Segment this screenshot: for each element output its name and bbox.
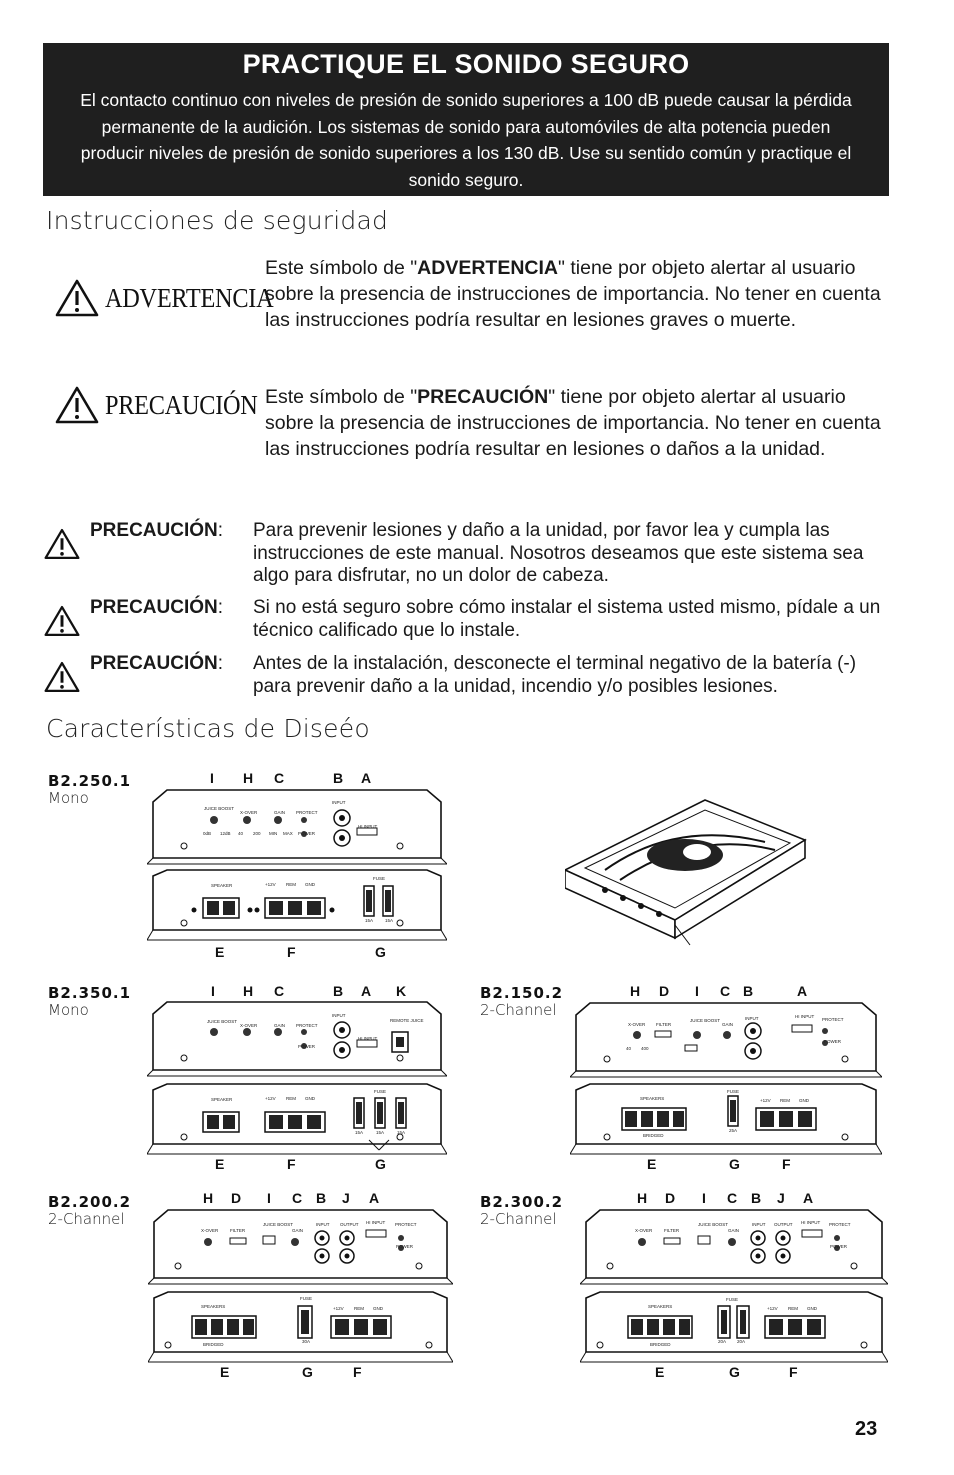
panel-label: X-OVER — [240, 810, 258, 815]
precaution-item — [44, 597, 894, 645]
precaution-label-text: PRECAUCIÓN — [90, 520, 218, 541]
panel-label: POWER — [298, 831, 316, 836]
model-name: B2.300.2 — [480, 1193, 564, 1211]
panel-label: 400 — [641, 1046, 649, 1051]
callout-letter: H — [630, 983, 641, 999]
amp-top-panel — [570, 1001, 882, 1079]
warning-text-before: Este símbolo de " — [265, 257, 418, 279]
precaution-item — [44, 520, 894, 590]
model-name: B2.250.1 — [48, 772, 132, 790]
callout-letter: E — [220, 1364, 230, 1380]
panel-label: MAX — [283, 831, 293, 836]
callout-letter: F — [789, 1364, 798, 1380]
caution-triangle-icon — [44, 661, 80, 693]
callout-letter: E — [215, 944, 225, 960]
callout-letter: G — [375, 944, 386, 960]
amp-bottom-panel — [147, 868, 447, 944]
callout-letter: I — [695, 983, 699, 999]
precaution-label-text: PRECAUCIÓN — [90, 597, 218, 618]
panel-label: FUSE — [727, 1089, 740, 1094]
caution-text-before: Este símbolo de " — [265, 386, 418, 408]
callout-letter: E — [647, 1156, 657, 1172]
callout-letter: G — [729, 1156, 740, 1172]
panel-label: 15A — [365, 918, 374, 923]
callout-letter: B — [316, 1190, 327, 1206]
panel-label: +12V — [333, 1306, 344, 1311]
callout-letter: I — [210, 770, 214, 786]
panel-label: REM — [354, 1306, 364, 1311]
callout-letter: B — [333, 770, 344, 786]
panel-label: REMOTE JUICE — [390, 1018, 424, 1023]
model-b2-200-2-title — [48, 1193, 131, 1228]
warning-symbol — [55, 279, 292, 317]
model-name: B2.200.2 — [48, 1193, 132, 1211]
model-b2-350-1-title — [48, 984, 131, 1019]
panel-label: GAIN — [728, 1228, 740, 1233]
callout-letter: C — [727, 1190, 738, 1206]
warning-description — [265, 256, 895, 334]
panel-label: X-OVER — [240, 1023, 258, 1028]
panel-label: JUICE BOOST — [698, 1222, 729, 1227]
panel-label: PROTECT — [822, 1017, 844, 1022]
callout-letter: D — [231, 1190, 242, 1206]
precaution-label-colon: : — [217, 597, 224, 618]
panel-label: BRIDGED — [203, 1342, 224, 1347]
callout-letter: A — [369, 1190, 380, 1206]
panel-label: INPUT — [332, 1013, 346, 1018]
warning-text-after: " tiene por objeto alertar al usuario sobre la presencia de instrucciones de importancia. No tener en cuenta las instrucciones podría resultar en lesiones graves o muerte. — [265, 257, 881, 331]
callout-letter: I — [211, 983, 215, 999]
panel-label: GND — [305, 1096, 315, 1101]
panel-label: HI INPUT — [358, 824, 378, 829]
panel-label: REM — [788, 1306, 798, 1311]
callout-letter: C — [274, 770, 285, 786]
panel-label: JUICE BOOST — [204, 806, 235, 811]
panel-label: POWER — [396, 1244, 414, 1249]
caution-symbol-word: PRECAUCIÓN — [105, 389, 258, 420]
amp-bottom-panel — [147, 1082, 447, 1158]
panel-label: X-OVER — [628, 1022, 646, 1027]
panel-label: REM — [286, 882, 296, 887]
panel-label: 0dB — [203, 831, 212, 836]
panel-label: POWER — [824, 1039, 842, 1044]
callout-letter: G — [302, 1364, 313, 1380]
callout-letter: B — [743, 983, 754, 999]
amplifier-illustration — [565, 780, 815, 950]
panel-label: FUSE — [373, 876, 386, 881]
callout-letter: A — [361, 983, 372, 999]
callout-letter: F — [287, 944, 296, 960]
design-heading: Características de Diseéo — [46, 714, 370, 743]
caution-triangle-icon — [55, 386, 99, 424]
warning-symbol-word: ADVERTENCIA — [105, 282, 274, 313]
banner-title: PRACTIQUE EL SONIDO SEGURO — [242, 49, 690, 79]
panel-label: +12V — [265, 882, 276, 887]
panel-label: FUSE — [726, 1297, 739, 1302]
warning-text-bold: ADVERTENCIA — [417, 257, 559, 279]
panel-label: 15A — [397, 1130, 406, 1135]
panel-label: SPEAKERS — [648, 1304, 673, 1309]
safe-sound-banner — [43, 43, 889, 196]
caution-text-bold: PRECAUCIÓN — [417, 386, 549, 408]
model-subtitle: 2-Channel — [480, 1210, 557, 1228]
panel-label: SPEAKERS — [640, 1096, 665, 1101]
callout-letter: H — [243, 770, 254, 786]
panel-label: PROTECT — [296, 1023, 318, 1028]
callout-letter: J — [342, 1190, 350, 1206]
precaution-text: Antes de la instalación, desconecte el terminal negativo de la batería (-) para prevenir daño a la unidad, incendio y/o posibles lesiones. — [253, 653, 857, 697]
amp-top-panel — [148, 1208, 453, 1286]
panel-label: JUICE BOOST — [263, 1222, 294, 1227]
callout-letter: C — [292, 1190, 303, 1206]
precaution-label-colon: : — [217, 520, 224, 541]
panel-label: GND — [807, 1306, 817, 1311]
panel-label: FILTER — [664, 1228, 680, 1233]
caution-triangle-icon — [44, 605, 80, 637]
panel-label: JUICE BOOST — [207, 1019, 238, 1024]
panel-label: PROTECT — [296, 810, 318, 815]
callout-letter: D — [659, 983, 670, 999]
callout-letter: B — [333, 983, 344, 999]
callout-letter: E — [215, 1156, 225, 1172]
panel-label: 20A — [718, 1339, 727, 1344]
model-subtitle: Mono — [48, 789, 89, 807]
panel-label: REM — [780, 1098, 790, 1103]
callout-letter: A — [803, 1190, 814, 1206]
panel-label: INPUT — [332, 800, 346, 805]
panel-label: HI INPUT — [358, 1036, 378, 1041]
panel-label: OUTPUT — [340, 1222, 359, 1227]
callout-letter: E — [655, 1364, 665, 1380]
callout-letter: I — [267, 1190, 271, 1206]
panel-label: 15A — [355, 1130, 364, 1135]
precaution-label-text: PRECAUCIÓN — [90, 653, 218, 674]
panel-label: POWER — [830, 1244, 848, 1249]
model-subtitle: Mono — [48, 1001, 89, 1019]
page-number: 23 — [855, 1418, 878, 1440]
panel-label: BRIDGED — [650, 1342, 671, 1347]
panel-label: INPUT — [745, 1016, 759, 1021]
panel-label: FILTER — [230, 1228, 246, 1233]
panel-label: HI INPUT — [795, 1014, 815, 1019]
callout-letter: K — [396, 983, 407, 999]
panel-label: BRIDGED — [643, 1133, 664, 1138]
panel-label: 200 — [253, 831, 261, 836]
callout-letter: A — [361, 770, 372, 786]
panel-label: SPEAKER — [211, 883, 233, 888]
panel-label: 30A — [302, 1339, 311, 1344]
precaution-text: Si no está seguro sobre cómo instalar el sistema usted mismo, pídale a un técnico calificado que lo instale. — [253, 597, 881, 641]
panel-label: INPUT — [316, 1222, 330, 1227]
panel-label: X-OVER — [635, 1228, 653, 1233]
panel-label: 40 — [238, 831, 244, 836]
amp-bottom-panel — [580, 1290, 888, 1366]
callout-letter: H — [637, 1190, 648, 1206]
panel-label: 12dB — [220, 831, 231, 836]
amp-top-panel — [580, 1208, 888, 1286]
banner-body: El contacto continuo con niveles de presión de sonido superiores a 100 dB puede causar la pérdida permanente de la audición. Los sistemas de sonido para automóviles de alta potencia pueden producir niveles de presión de sonido superiores a los 130 dB. Use su sentido común y practique el sonido seguro. — [80, 90, 852, 191]
amp-top-panel — [147, 788, 447, 866]
panel-label: 15A — [385, 918, 394, 923]
panel-label: FILTER — [656, 1022, 672, 1027]
precaution-text: Para prevenir lesiones y daño a la unidad, por favor lea y cumpla las instrucciones de este manual. Nosotros deseamos que este sistema sea algo para disfrutar, no un dolor de cabeza. — [253, 520, 864, 586]
panel-label: OUTPUT — [774, 1222, 793, 1227]
callout-letter: H — [243, 983, 254, 999]
panel-label: 40 — [626, 1046, 632, 1051]
precaution-label — [90, 520, 223, 543]
panel-label: POWER — [298, 1044, 316, 1049]
panel-label: X-OVER — [201, 1228, 219, 1233]
panel-label: HI INPUT — [801, 1220, 821, 1225]
panel-label: FUSE — [374, 1089, 387, 1094]
panel-label: HI INPUT — [366, 1220, 386, 1225]
model-b2-300-2-title — [480, 1193, 563, 1228]
caution-text-after: " tiene por objeto alertar al usuario sobre la presencia de instrucciones de importancia. No tener en cuenta las instrucciones podría resultar en lesiones o daños a la unidad. — [265, 386, 881, 460]
callout-letter: G — [375, 1156, 386, 1172]
panel-label: GND — [799, 1098, 809, 1103]
panel-label: 25A — [729, 1128, 738, 1133]
callout-letter: G — [729, 1364, 740, 1380]
callout-letter: F — [287, 1156, 296, 1172]
precaution-item — [44, 653, 894, 701]
callout-letter: C — [274, 983, 285, 999]
model-subtitle: 2-Channel — [480, 1001, 557, 1019]
caution-triangle-icon — [44, 528, 80, 560]
panel-label: GND — [305, 882, 315, 887]
panel-label: +12V — [760, 1098, 771, 1103]
panel-label: 15A — [376, 1130, 385, 1135]
callout-letter: I — [702, 1190, 706, 1206]
precaution-label — [90, 653, 223, 676]
precaution-label — [90, 597, 223, 620]
precaution-label-colon: : — [217, 653, 224, 674]
panel-label: FUSE — [300, 1296, 313, 1301]
panel-label: GAIN — [274, 810, 286, 815]
callout-letter: B — [751, 1190, 762, 1206]
safety-heading: Instrucciones de seguridad — [46, 206, 389, 235]
callout-letter: D — [665, 1190, 676, 1206]
panel-label: GAIN — [274, 1023, 286, 1028]
warning-triangle-icon — [55, 279, 99, 317]
callout-letter: A — [797, 983, 808, 999]
model-name: B2.350.1 — [48, 984, 132, 1002]
panel-label: +12V — [767, 1306, 778, 1311]
model-b2-150-2-title — [480, 984, 563, 1019]
panel-label: PROTECT — [395, 1222, 417, 1227]
panel-label: GND — [373, 1306, 383, 1311]
amp-top-panel — [147, 1000, 447, 1078]
caution-description — [265, 385, 895, 463]
callout-letter: F — [353, 1364, 362, 1380]
model-subtitle: 2-Channel — [48, 1210, 125, 1228]
panel-label: REM — [286, 1096, 296, 1101]
amp-bottom-panel — [570, 1082, 882, 1158]
panel-label: +12V — [265, 1096, 276, 1101]
callout-letter: H — [203, 1190, 214, 1206]
model-b2-250-1-title — [48, 772, 131, 807]
callout-letter: J — [777, 1190, 785, 1206]
panel-label: SPEAKERS — [201, 1304, 226, 1309]
panel-label: SPEAKER — [211, 1097, 233, 1102]
panel-label: GAIN — [292, 1228, 304, 1233]
panel-label: PROTECT — [829, 1222, 851, 1227]
amp-bottom-panel — [148, 1290, 453, 1366]
panel-label: GAIN — [722, 1022, 734, 1027]
panel-label: INPUT — [752, 1222, 766, 1227]
panel-label: JUICE BOOST — [690, 1018, 721, 1023]
callout-letter: C — [720, 983, 731, 999]
panel-label: 20A — [737, 1339, 746, 1344]
caution-symbol — [55, 386, 275, 424]
model-name: B2.150.2 — [480, 984, 564, 1002]
panel-label: MIN — [269, 831, 278, 836]
callout-letter: F — [782, 1156, 791, 1172]
